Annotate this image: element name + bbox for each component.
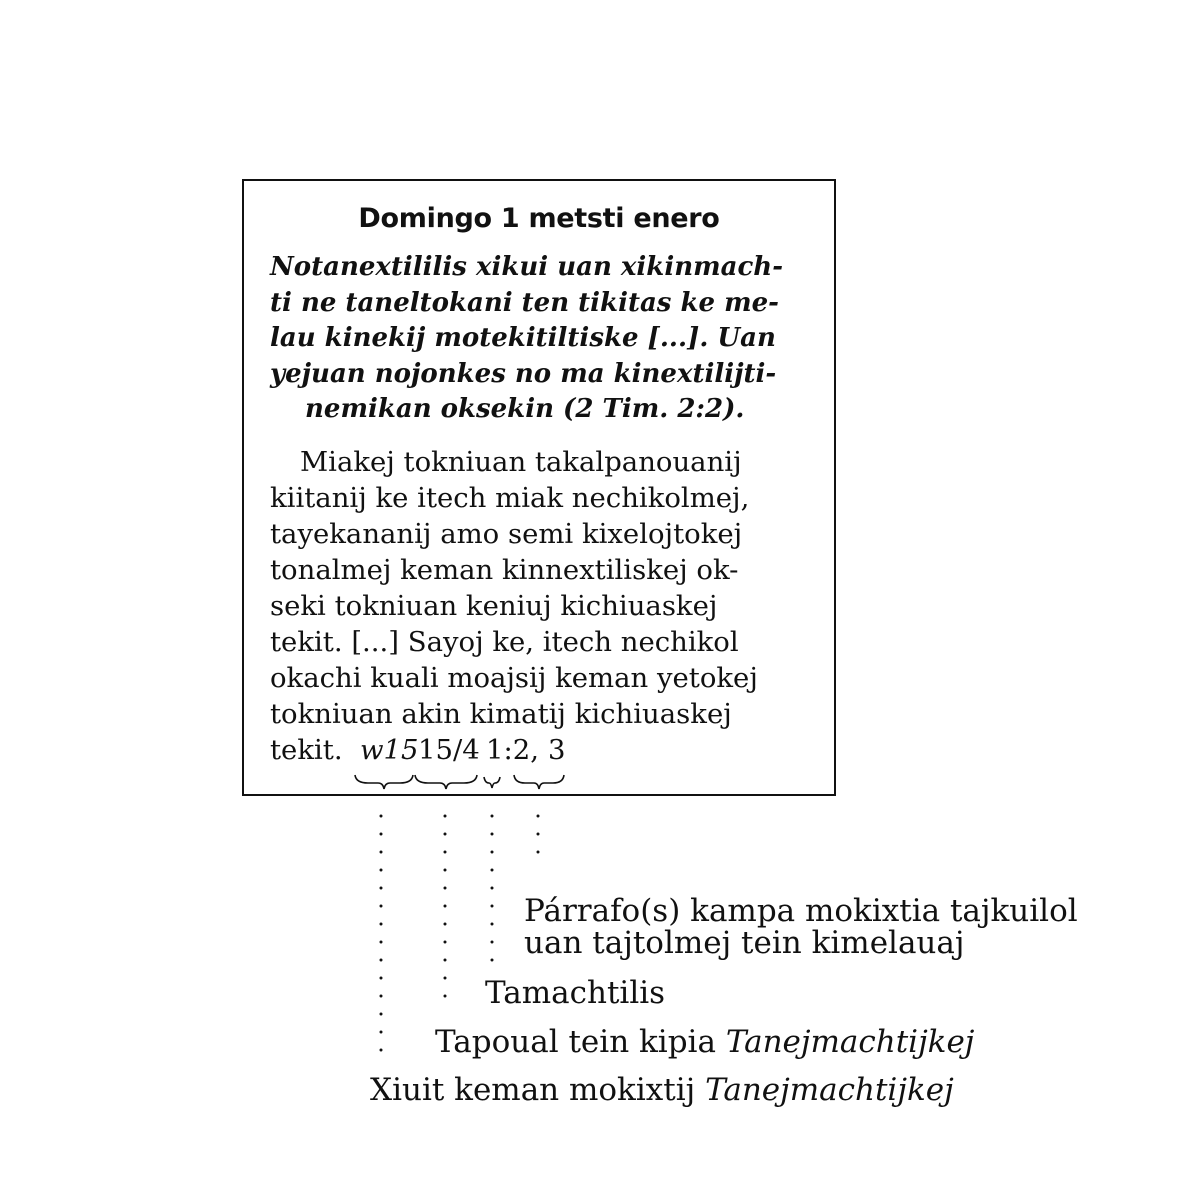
comment-line: Miakej tokniuan takalpanouanij [300, 446, 742, 478]
comment-line: tokniuan akin kimatij kichiuaskej [270, 698, 732, 730]
legend-issue [435, 1026, 974, 1058]
legend-year-title: Tanejmachtijkej [705, 1072, 954, 1108]
reference-publication-code: w15 [360, 734, 419, 766]
scripture-line: ti ne taneltokani ten tikitas ke me- [270, 288, 779, 318]
reference-paragraph: 3 [548, 734, 566, 766]
comment-line: tekit. [270, 734, 343, 766]
reference-article: 1:2, [486, 734, 539, 766]
comment-line: kiitanij ke itech miak nechikolmej, [270, 482, 750, 514]
scripture-line: lau kinekij motekitiltiske [...]. Uan [270, 323, 776, 353]
legend-issue-text: Tapoual tein kipia [435, 1024, 716, 1060]
comment-line: tonalmej keman kinnextiliskej ok- [270, 554, 739, 586]
comment-line: okachi kuali moajsij keman yetokej [270, 662, 758, 694]
brace-publication [355, 775, 413, 789]
legend-paragraph-line2: uan tajtolmej tein kimelauaj [524, 925, 965, 961]
brace-issue [415, 775, 477, 789]
comment-line: tekit. [...] Sayoj ke, itech nechikol [270, 626, 739, 658]
legend-issue-title: Tanejmachtijkej [725, 1024, 975, 1060]
legend-lesson: Tamachtilis [485, 975, 666, 1011]
scripture-line: nemikan oksekin (2 Tim. 2:2). [305, 394, 745, 424]
scripture-line: Notanextililis xikui uan xikinmach- [270, 252, 783, 282]
comment-line: seki tokniuan keniuj kichiuaskej [270, 590, 718, 622]
brace-article [484, 777, 500, 788]
legend-year [370, 1074, 954, 1106]
comment-line: tayekananij amo semi kixelojtokej [270, 518, 743, 550]
reference-issue: 15/4 [418, 734, 480, 766]
brace-paragraph [514, 775, 564, 789]
daily-text-date: Domingo 1 metsti enero [358, 203, 720, 234]
scripture-line: yejuan nojonkes no ma kinextilijti- [270, 359, 777, 389]
legend-paragraph-line1: Párrafo(s) kampa mokixtia tajkuilol [524, 893, 1078, 929]
legend-year-text: Xiuit keman mokixtij [370, 1072, 696, 1108]
